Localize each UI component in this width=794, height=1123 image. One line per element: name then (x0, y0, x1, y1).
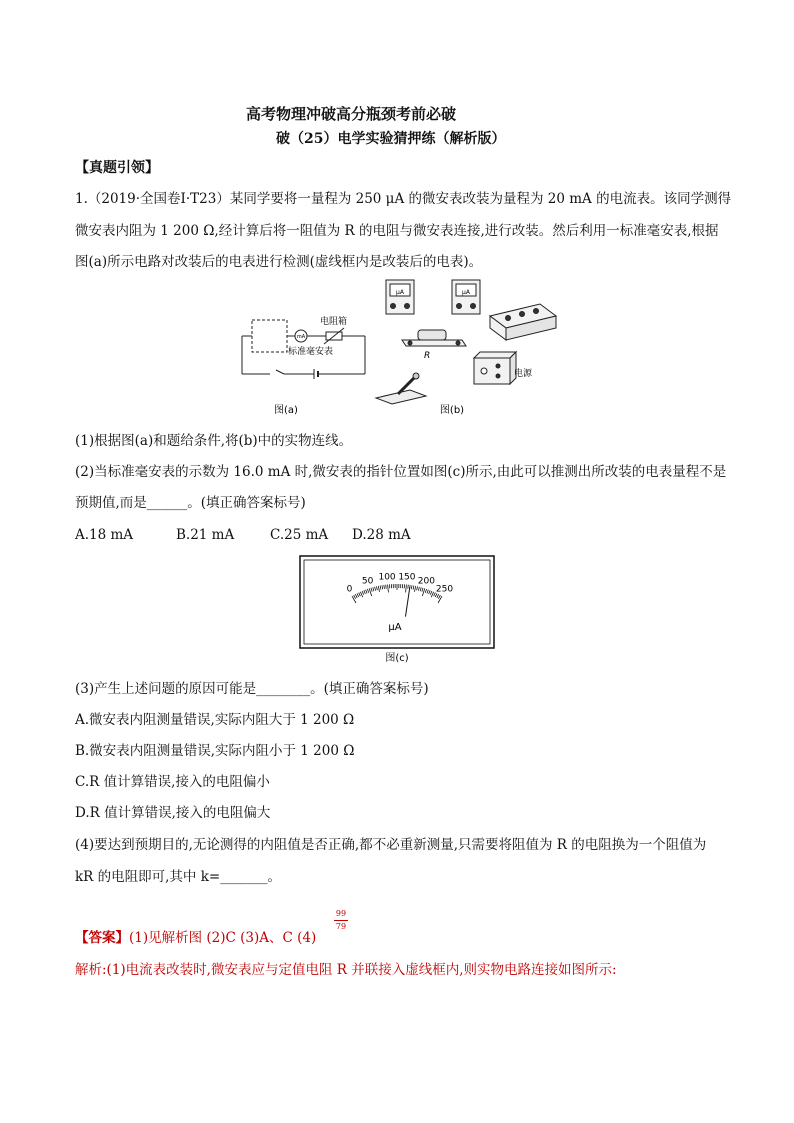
caption-b: 图(b) (439, 405, 465, 416)
resistor-r (402, 330, 466, 346)
part-2-line-2: 预期值,而是______。(填正确答案标号) (75, 495, 306, 511)
option-2-a: A.18 mA (75, 527, 134, 543)
answer-text: (1)见解析图 (2)C (3)A、C (4) (129, 930, 317, 946)
ua-symbol-2: μA (462, 289, 470, 296)
ua-symbol-1: μA (396, 289, 404, 296)
question-line-1: 1.（2019·全国卷Ⅰ·T23）某同学要将一量程为 250 μA 的微安表改装为量程为 20 mA 的电流表。该同学测得 (75, 191, 732, 207)
option-2-c: C.25 mA (270, 527, 329, 543)
power-supply (474, 352, 516, 384)
part-4-line-1: (4)要达到预期目的,无论测得的内阻值是否正确,都不必重新测量,只需要将阻值为 R 的电阻换为一个阻值为 (75, 837, 707, 853)
answer-fraction-numerator: 99 (335, 909, 347, 918)
part-4-line-2: kR 的电阻即可,其中 k=_______。 (75, 869, 281, 885)
answer-tag: 【答案】 (75, 930, 129, 946)
ua-meter-1 (386, 280, 414, 314)
dial-tick-label: 50 (361, 576, 374, 587)
answer-fraction-denominator: 79 (335, 922, 347, 931)
ua-meter-2 (452, 280, 480, 314)
option-3-a: A.微安表内阻测量错误,实际内阻大于 1 200 Ω (75, 712, 355, 728)
figure-c-meter (298, 554, 496, 666)
option-2-d: D.28 mA (352, 527, 411, 543)
answer-fraction-bar (334, 920, 348, 921)
dial-tick-label: 150 (398, 572, 416, 583)
dial-unit: μA (388, 622, 402, 633)
doc-subtitle: 破（25）电学实验猜押练（解析版） (276, 131, 506, 147)
question-line-3: 图(a)所示电路对改装后的电表进行检测(虚线框内是改装后的电表)。 (75, 254, 483, 270)
part-1: (1)根据图(a)和题给条件,将(b)中的实物连线。 (75, 433, 353, 449)
caption-c: 图(c) (385, 653, 409, 664)
resistor-r-label: R (424, 351, 431, 361)
ma-symbol: mA (296, 334, 306, 340)
answer-line (75, 929, 316, 947)
resistor-box-label: 电阻箱 (320, 317, 348, 327)
dial-tick-label: 250 (435, 584, 454, 595)
caption-a: 图(a) (274, 405, 298, 416)
part-3: (3)产生上述问题的原因可能是________。(填正确答案标号) (75, 681, 429, 697)
option-3-b: B.微安表内阻测量错误,实际内阻小于 1 200 Ω (75, 743, 355, 759)
option-3-d: D.R 值计算错误,接入的电阻偏大 (75, 805, 271, 821)
dial-tick-label: 200 (417, 576, 435, 587)
dial-tick-label: 0 (346, 584, 353, 595)
resistor-box (490, 304, 556, 340)
analysis-line: 解析:(1)电流表改装时,微安表应与定值电阻 R 并联接入虚线框内,则实物电路连接如图所示: (75, 962, 617, 978)
knife-switch (376, 373, 426, 404)
power-label: 电源 (514, 369, 533, 379)
part-2-line-1: (2)当标准毫安表的示数为 16.0 mA 时,微安表的指针位置如图(c)所示,由此可以推测出所改装的电表量程不是 (75, 464, 727, 480)
doc-title: 高考物理冲破高分瓶颈考前必破 (246, 105, 457, 123)
section-heading: 【真题引领】 (75, 160, 159, 176)
figure-ab (240, 276, 560, 418)
option-2-b: B.21 mA (176, 527, 235, 543)
option-3-c: C.R 值计算错误,接入的电阻偏小 (75, 774, 270, 790)
dial-tick (386, 585, 387, 589)
question-line-2: 微安表内阻为 1 200 Ω,经计算后将一阻值为 R 的电阻与微安表连接,进行改装。然后利用一标准毫安表,根据 (75, 223, 719, 239)
dial-tick-label: 100 (378, 572, 396, 583)
dial-tick (408, 585, 409, 589)
standard-meter-label: 标准毫安表 (288, 347, 334, 357)
